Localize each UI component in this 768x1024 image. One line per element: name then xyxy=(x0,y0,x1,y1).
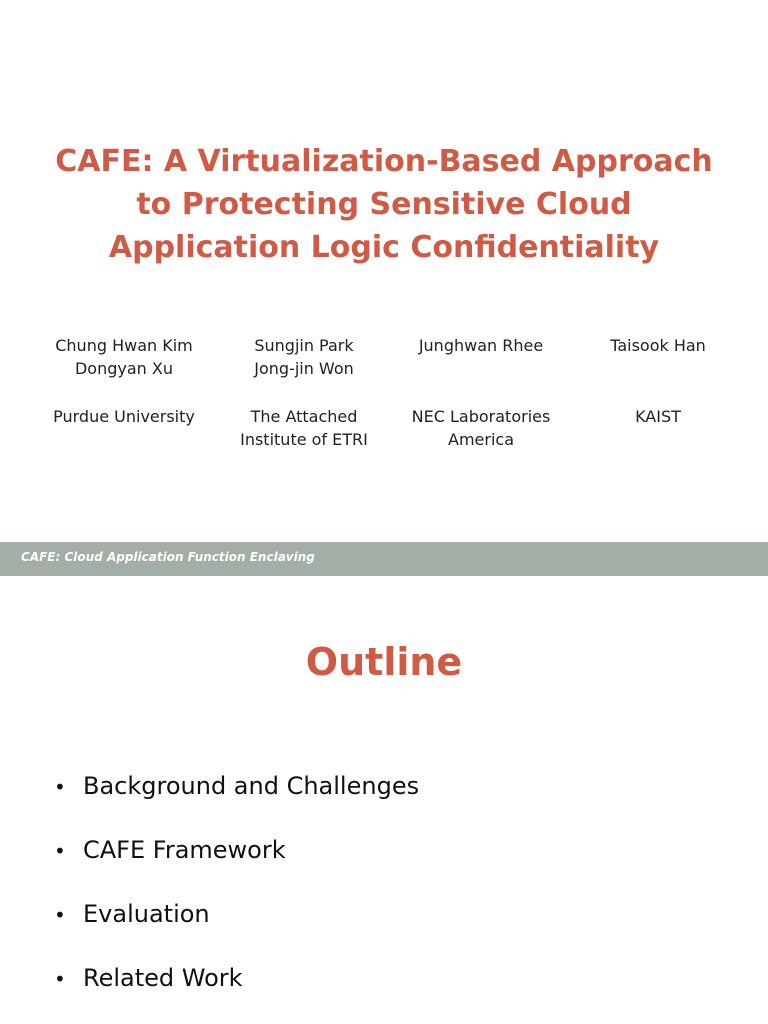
author-affiliation xyxy=(391,405,571,451)
author-names xyxy=(391,334,571,382)
author-column-nec xyxy=(391,334,571,451)
list-item xyxy=(54,768,419,832)
outline-slide xyxy=(0,576,768,1024)
list-item xyxy=(54,896,419,960)
author-name: Chung Hwan Kim xyxy=(55,336,193,355)
bullet-icon: • xyxy=(54,903,66,927)
list-item xyxy=(54,960,419,1024)
author-name: Jong-jin Won xyxy=(254,359,354,378)
list-item-label: Background and Challenges xyxy=(83,772,420,800)
author-column-purdue xyxy=(34,334,214,428)
affiliation-line: KAIST xyxy=(635,407,681,426)
author-name: Dongyan Xu xyxy=(74,359,173,378)
author-names xyxy=(34,334,214,382)
affiliation-line: The Attached xyxy=(250,407,358,426)
author-column-etri xyxy=(214,334,394,451)
author-affiliation xyxy=(568,405,748,428)
author-name: Junghwan Rhee xyxy=(418,336,544,355)
affiliation-line: Institute of ETRI xyxy=(240,430,368,449)
bullet-icon: • xyxy=(54,967,66,991)
bullet-icon: • xyxy=(54,775,66,799)
outline-list xyxy=(54,768,419,1024)
list-item xyxy=(54,832,419,896)
slide-footer-band xyxy=(0,542,768,576)
list-item-label: Related Work xyxy=(83,964,243,992)
author-column-kaist xyxy=(568,334,748,428)
affiliation-line: NEC Laboratories xyxy=(411,407,551,426)
bullet-icon: • xyxy=(54,839,66,863)
author-affiliation xyxy=(214,405,394,451)
title-line: Application Logic Confidentiality xyxy=(108,230,660,265)
author-name: Sungjin Park xyxy=(254,336,354,355)
author-affiliation xyxy=(34,405,214,428)
affiliation-line: America xyxy=(448,430,514,449)
author-name: Taisook Han xyxy=(610,336,706,355)
author-names xyxy=(214,334,394,382)
footer-text: CAFE: Cloud Application Function Enclaving xyxy=(21,550,315,564)
list-item-label: Evaluation xyxy=(83,900,210,928)
title-line: to Protecting Sensitive Cloud xyxy=(136,187,632,222)
author-names xyxy=(568,334,748,382)
slide-title xyxy=(40,140,728,269)
title-line: CAFE: A Virtualization-Based Approach xyxy=(55,144,713,179)
outline-title: Outline xyxy=(305,640,463,684)
list-item-label: CAFE Framework xyxy=(83,836,286,864)
affiliation-line: Purdue University xyxy=(53,407,195,426)
